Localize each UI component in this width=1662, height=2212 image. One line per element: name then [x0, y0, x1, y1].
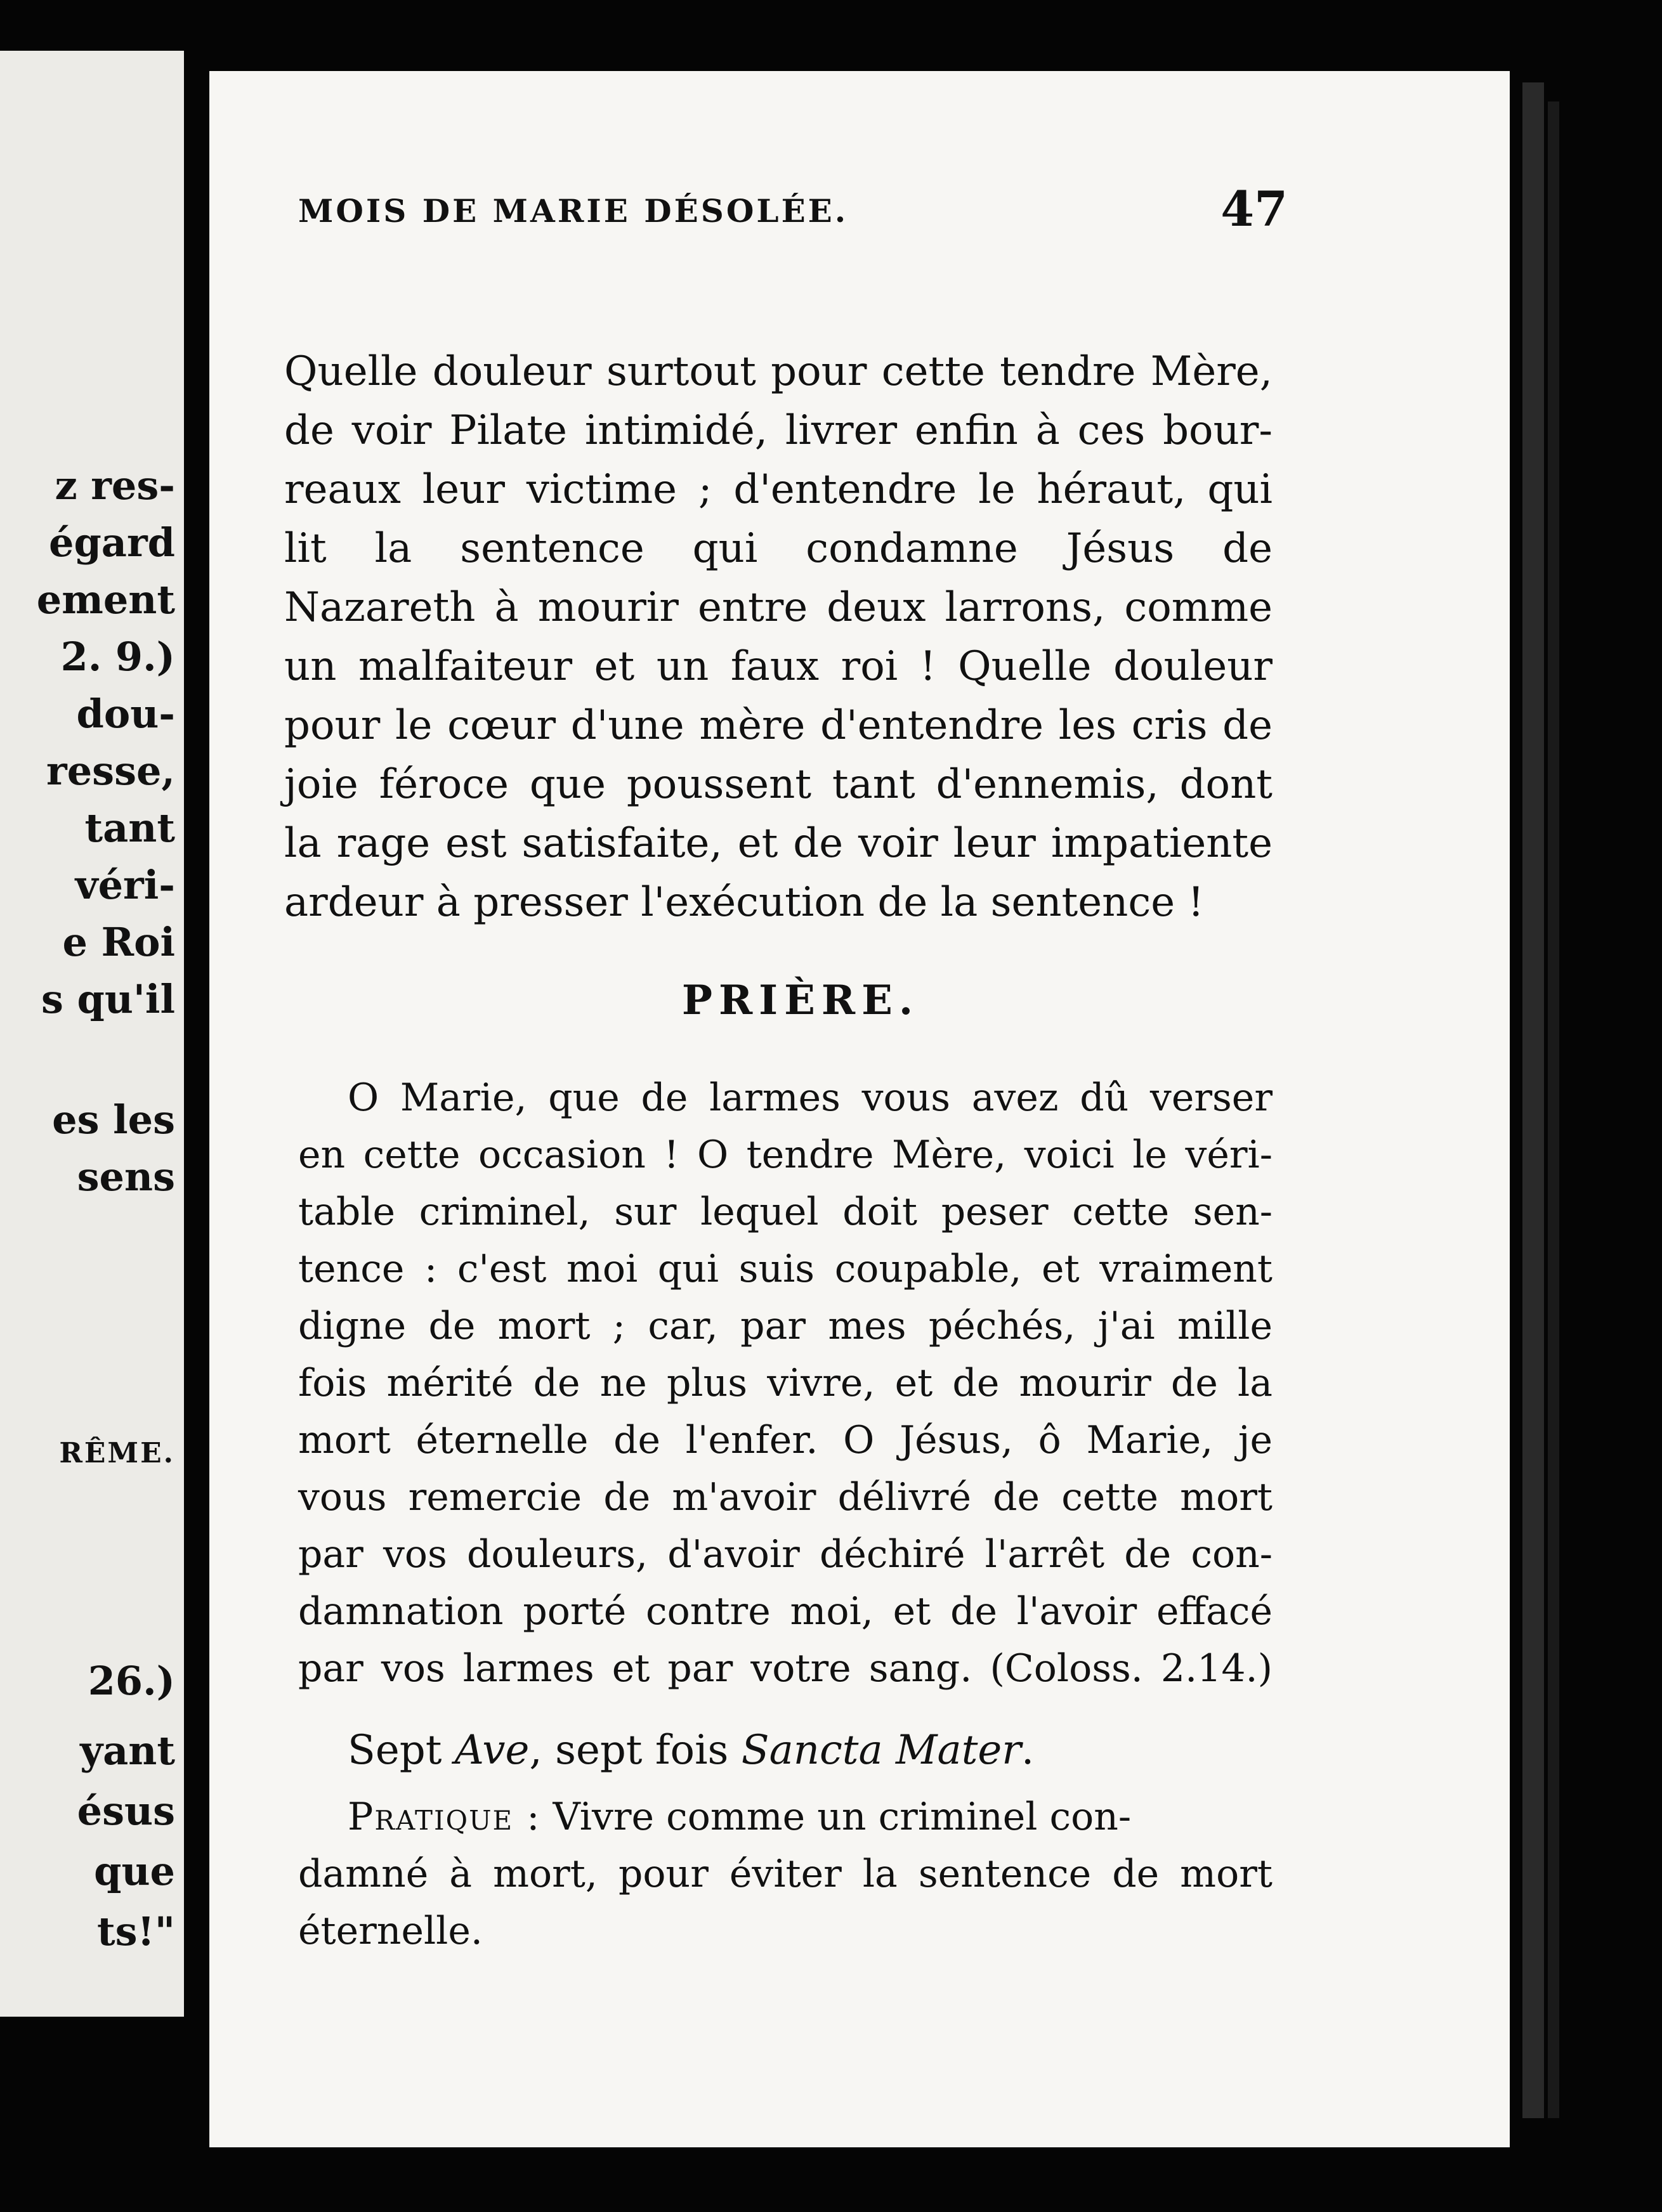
- page-edge-shadow: [1522, 82, 1544, 2118]
- ave-text: , sept fois: [529, 1727, 742, 1774]
- text-line: par vos larmes et par votre sang. (Coloss. 2.14.): [298, 1646, 1273, 1691]
- text-line: damnation porté contre moi, et de l'avoir effacé: [298, 1589, 1273, 1634]
- practice-paragraph: [284, 1788, 1273, 1960]
- text-line: pour le cœur d'une mère d'entendre les cris de: [284, 702, 1273, 749]
- text-line: lit la sentence qui condamne Jésus de: [284, 525, 1273, 572]
- text-line: la rage est satisfaite, et de voir leur impatiente: [284, 820, 1273, 867]
- page-number: 47: [1220, 181, 1288, 237]
- ave-italic: Ave: [454, 1727, 530, 1774]
- left-page-sliver: [0, 51, 184, 2017]
- practice-first-line: Vivre comme un criminel con-: [540, 1795, 1132, 1839]
- text-line: éternelle.: [298, 1909, 483, 1953]
- running-title: MOIS DE MARIE DÉSOLÉE.: [298, 192, 849, 230]
- text-line: Nazareth à mourir entre deux larrons, comme: [284, 584, 1273, 631]
- left-fragment: 2. 9.): [60, 634, 175, 680]
- left-fragment: que: [94, 1848, 175, 1894]
- text-line: vous remercie de m'avoir délivré de cette mort: [298, 1475, 1273, 1519]
- left-fragment: 26.): [88, 1658, 175, 1704]
- ave-instruction: [284, 1712, 1273, 1788]
- left-fragment: dou-: [76, 691, 175, 737]
- page-edge-shadow: [1548, 101, 1559, 2118]
- left-fragment: ts!": [96, 1908, 175, 1955]
- text-line: par vos douleurs, d'avoir déchiré l'arrêt de con-: [298, 1532, 1273, 1577]
- left-fragment: s qu'il: [41, 976, 175, 1022]
- text-line: de voir Pilate intimidé, livrer enfin à ces bour-: [284, 407, 1273, 454]
- text-line: [298, 1788, 1273, 1845]
- text-line: en cette occasion ! O tendre Mère, voici le véri-: [298, 1133, 1273, 1177]
- text-block: [284, 342, 1273, 1960]
- practice-label: Pratique :: [348, 1795, 541, 1839]
- left-fragment: ésus: [77, 1788, 175, 1834]
- left-fragment: resse,: [46, 748, 175, 794]
- text-line: mort éternelle de l'enfer. O Jésus, ô Marie, je: [298, 1418, 1273, 1462]
- text-line: digne de mort ; car, par mes péchés, j'ai mille: [298, 1304, 1273, 1348]
- prayer-paragraph: [284, 1069, 1273, 1697]
- text-line: joie féroce que poussent tant d'ennemis, dont: [284, 761, 1273, 808]
- text-line: damné à mort, pour éviter la sentence de mort: [298, 1852, 1273, 1896]
- text-line: tence : c'est moi qui suis coupable, et vraiment: [298, 1247, 1273, 1291]
- left-fragment: z res-: [55, 462, 175, 509]
- ave-text: Sept: [348, 1727, 455, 1774]
- left-fragment: es les: [52, 1096, 175, 1143]
- text-line: table criminel, sur lequel doit peser cette sen-: [298, 1190, 1273, 1234]
- left-fragment: yant: [80, 1727, 175, 1774]
- left-fragment: ement: [36, 576, 175, 623]
- left-fragment: égard: [49, 519, 175, 566]
- left-fragment: sens: [77, 1154, 175, 1200]
- left-fragment: tant: [84, 805, 175, 851]
- running-head: [298, 181, 1288, 250]
- left-fragment: e Roi: [62, 919, 175, 965]
- text-line: ardeur à presser l'exécution de la sentence !: [284, 879, 1205, 926]
- text-line: O Marie, que de larmes vous avez dû verser: [348, 1076, 1273, 1120]
- text-line: Quelle douleur surtout pour cette tendre Mère,: [284, 348, 1273, 395]
- text-line: un malfaiteur et un faux roi ! Quelle douleur: [284, 643, 1273, 690]
- text-line: fois mérité de ne plus vivre, et de mourir de la: [298, 1361, 1273, 1405]
- text-line: reaux leur victime ; d'entendre le héraut, qui: [284, 466, 1273, 513]
- left-fragment: véri-: [75, 862, 175, 908]
- sancta-mater-italic: Sancta Mater: [741, 1727, 1021, 1774]
- left-fragment: RÊME.: [59, 1437, 175, 1469]
- prayer-heading: PRIÈRE.: [681, 977, 920, 1024]
- narrative-paragraph: [284, 342, 1273, 932]
- ave-text: .: [1021, 1727, 1035, 1774]
